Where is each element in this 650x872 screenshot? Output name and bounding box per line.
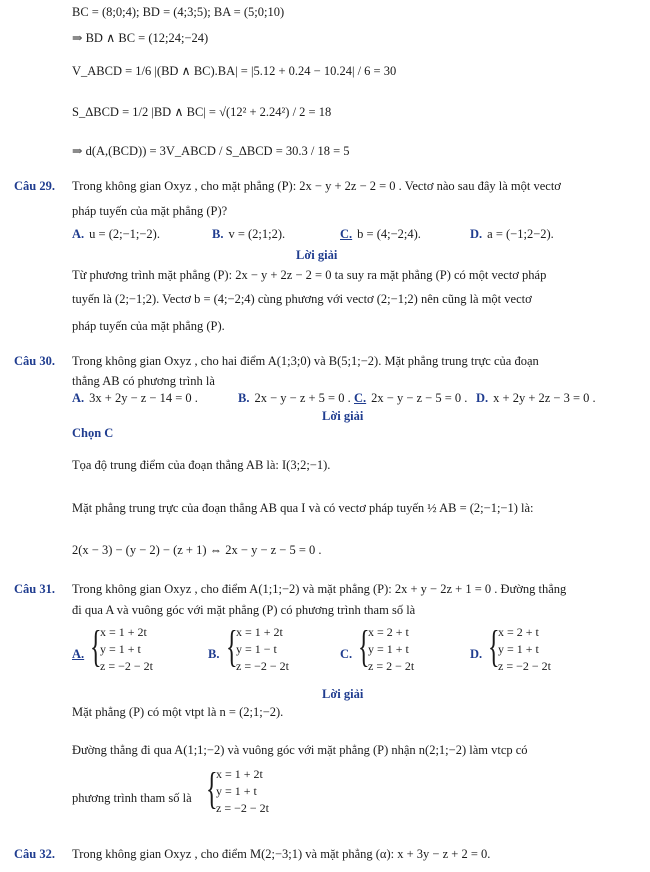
equation-row: x = 1 + 2t <box>236 625 283 639</box>
question-29-label: Câu 29. <box>14 179 55 193</box>
question-30-text-1: Trong không gian Oxyz , cho hai điểm A(1;3;0) và B(5;1;−2). Mặt phẳng trung trực của đoạn <box>72 354 539 368</box>
question-30-solution-line-3: 2(x − 3) − (y − 2) − (z + 1) ⇔ 2x − y − z − 5 = 0 . <box>72 543 322 557</box>
option-text: x + 2y + 2z − 3 = 0 . <box>493 391 596 405</box>
option-text: v = (2;1;2). <box>228 227 286 241</box>
equation-row: x = 1 + 2t <box>100 625 147 639</box>
question-30-solution-title: Lời giải <box>322 409 364 423</box>
equation-row: x = 2 + t <box>498 625 539 639</box>
equation-row: y = 1 + t <box>498 642 539 656</box>
question-31-solution-line-3: phương trình tham số là <box>72 791 192 805</box>
equation-row: z = −2 − 2t <box>498 659 551 673</box>
option-label: D. <box>470 227 483 241</box>
equation-row: y = 1 + t <box>368 642 409 656</box>
question-30-solution-line-1: Tọa độ trung điểm của đoạn thẳng AB là: I(3;2;−1). <box>72 458 331 472</box>
equation-row: x = 1 + 2t <box>216 767 263 781</box>
question-31-text-1: Trong không gian Oxyz , cho điểm A(1;1;−2) và mặt phẳng (P): 2x + y − 2z + 1 = 0 . Đường thẳng <box>72 582 567 596</box>
calc-line-distance: ⇒ d(A,(BCD)) = 3V_ABCD / S_ΔBCD = 30.3 / 18 = 5 <box>72 144 350 158</box>
calc-line-area: S_ΔBCD = 1/2 |BD ∧ BC| = √(12² + 2.24²) / 2 = 18 <box>72 105 332 119</box>
question-32-label: Câu 32. <box>14 847 55 861</box>
question-31-solution-title: Lời giải <box>322 687 364 701</box>
question-29-solution-line-2: tuyến là (2;−1;2). Vectơ b = (4;−2;4) cùng phương với vectơ (2;−1;2) nên cũng là một vectơ <box>72 292 532 306</box>
option-label: B. <box>238 391 250 405</box>
question-30-solution-line-2: Mặt phẳng trung trực của đoạn thẳng AB qua I và có vectơ pháp tuyến ½ AB = (2;−1;−1) là: <box>72 501 534 515</box>
option-text: 2x − y − z + 5 = 0 . <box>254 391 351 405</box>
option-text: u = (2;−1;−2). <box>89 227 160 241</box>
question-31-label: Câu 31. <box>14 582 55 596</box>
calc-line-cross-product: ⇒ BD ∧ BC = (12;24;−24) <box>72 31 209 45</box>
question-31-option-a-label: A. <box>72 647 85 661</box>
question-29-text-2: pháp tuyến của mặt phẳng (P)? <box>72 204 228 218</box>
equation-row: y = 1 + t <box>100 642 141 656</box>
option-text: 3x + 2y − z − 14 = 0 . <box>89 391 198 405</box>
question-30-option-d <box>476 390 596 406</box>
equation-row: y = 1 − t <box>236 642 277 656</box>
question-29-option-a <box>72 226 160 242</box>
equation-row: y = 1 + t <box>216 784 257 798</box>
question-29-option-b <box>212 226 285 242</box>
option-label: D. <box>476 391 489 405</box>
option-label-correct: C. <box>340 227 353 241</box>
equation-row: z = 2 − 2t <box>368 659 415 673</box>
option-label: B. <box>212 227 224 241</box>
equation-row: z = −2 − 2t <box>216 801 269 815</box>
option-text: a = (−1;2−2). <box>487 227 554 241</box>
equation-row: z = −2 − 2t <box>236 659 289 673</box>
question-29-option-d <box>470 226 554 242</box>
question-29-option-c <box>340 226 421 242</box>
question-30-label: Câu 30. <box>14 354 55 368</box>
calc-line-volume: V_ABCD = 1/6 |(BD ∧ BC).BA| = |5.12 + 0.24 − 10.24| / 6 = 30 <box>72 64 397 78</box>
question-30-option-c <box>354 390 467 406</box>
option-label: A. <box>72 391 85 405</box>
question-31-option-d-label: D. <box>470 647 483 661</box>
equation-row: x = 2 + t <box>368 625 409 639</box>
option-text: b = (4;−2;4). <box>357 227 421 241</box>
question-31-text-2: đi qua A và vuông góc với mặt phẳng (P) có phương trình tham số là <box>72 603 416 617</box>
option-label-correct: C. <box>354 391 367 405</box>
option-label: A. <box>72 227 85 241</box>
question-29-solution-line-1: Từ phương trình mặt phẳng (P): 2x − y + 2z − 2 = 0 ta suy ra mặt phẳng (P) có một vectơ pháp <box>72 268 547 282</box>
option-text: 2x − y − z − 5 = 0 . <box>371 391 468 405</box>
question-30-option-b <box>238 390 351 406</box>
question-29-text-1: Trong không gian Oxyz , cho mặt phẳng (P): 2x − y + 2z − 2 = 0 . Vectơ nào sau đây là một vectơ <box>72 179 561 193</box>
question-30-text-2: thẳng AB có phương trình là <box>72 374 215 388</box>
question-30-chosen-answer: Chọn C <box>72 426 114 440</box>
question-31-option-c-label: C. <box>340 647 353 661</box>
question-31-solution-line-2: Đường thẳng đi qua A(1;1;−2) và vuông góc với mặt phẳng (P) nhận n(2;1;−2) làm vtcp có <box>72 743 528 757</box>
calc-line-vectors: BC = (8;0;4); BD = (4;3;5); BA = (5;0;10) <box>72 5 285 19</box>
question-31-solution-line-1: Mặt phẳng (P) có một vtpt là n = (2;1;−2). <box>72 705 284 719</box>
question-29-solution-line-3: pháp tuyến của mặt phẳng (P). <box>72 319 225 333</box>
question-32-text-1: Trong không gian Oxyz , cho điểm M(2;−3;1) và mặt phẳng (α): x + 3y − z + 2 = 0. <box>72 847 491 861</box>
question-31-option-b-label: B. <box>208 647 220 661</box>
question-29-solution-title: Lời giải <box>296 248 338 262</box>
question-30-option-a <box>72 390 198 406</box>
equation-row: z = −2 − 2t <box>100 659 153 673</box>
